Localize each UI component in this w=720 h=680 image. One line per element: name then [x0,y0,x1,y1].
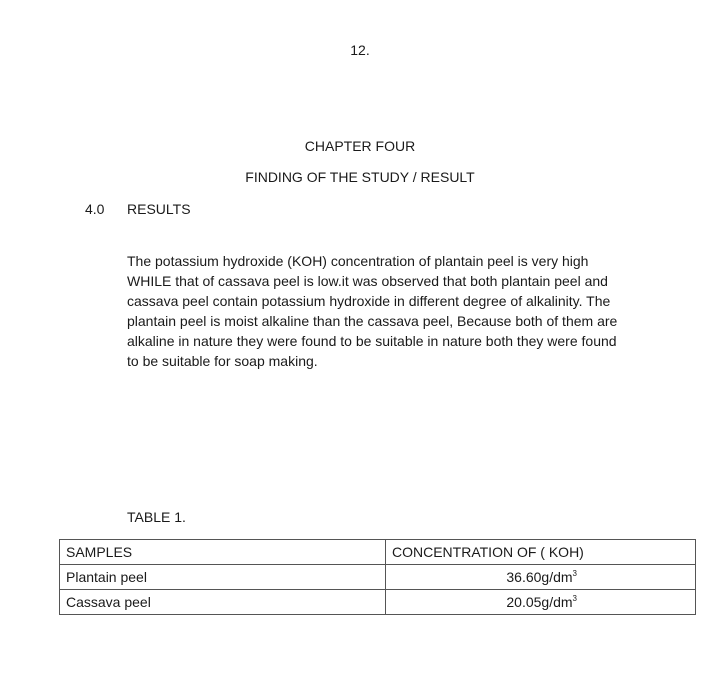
chapter-title: CHAPTER FOUR [304,138,416,154]
section-number: 4.0 [85,201,105,217]
table-row [60,565,696,590]
value-text: 20.05g/dm [506,594,573,610]
header-concentration: CONCENTRATION OF ( KOH) [386,540,696,565]
table-header-row [60,540,696,565]
chapter-subtitle: FINDING OF THE STUDY / RESULT [245,169,475,185]
value-text: 36.60g/dm [506,569,573,585]
page-number: 12. [350,42,370,58]
sample-name: Cassava peel [60,590,386,615]
sample-name: Plantain peel [60,565,386,590]
section-title: RESULTS [127,201,191,217]
table-row [60,590,696,615]
results-table [59,539,696,615]
unit-exponent: 3 [572,569,577,578]
header-samples: SAMPLES [60,540,386,565]
concentration-value [386,565,696,590]
table-caption: TABLE 1. [127,509,186,525]
unit-exponent: 3 [572,594,577,603]
concentration-value [386,590,696,615]
results-paragraph: The potassium hydroxide (KOH) concentration of plantain peel is very high WHILE that of cassava peel is low.it was observed that both plantain peel and cassava peel contain potassium hydroxide in different degree of alkalinity. The plantain peel is moist alkaline than the cassava peel, Because both of them are alkaline in nature they were found to be suitable in nature both they were found to be suitable for soap making. [127,253,618,369]
